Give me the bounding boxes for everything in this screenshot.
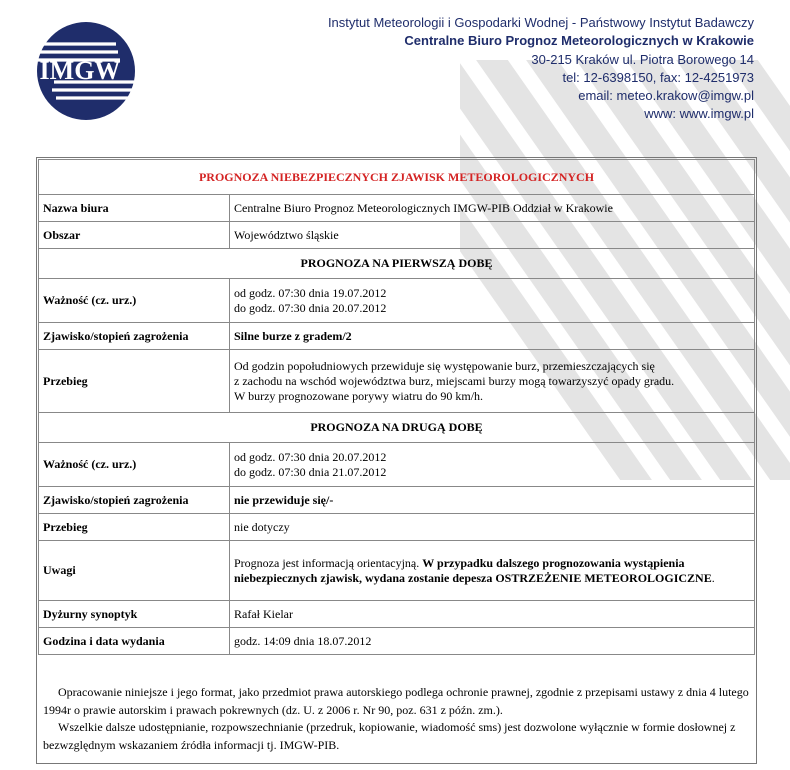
institute-name: Instytut Meteorologii i Gospodarki Wodnej - Państwowy Instytut Badawczy [327,15,754,30]
imgw-logo [36,21,136,121]
day2-heading: PROGNOZA NA DRUGĄ DOBĘ [39,413,755,443]
day1-course-line: Od godzin popołudniowych przewiduje się występowanie burz, przemieszczających się [234,358,655,373]
day2-course-label: Przebieg [39,514,230,541]
day1-validity-value [230,279,755,323]
area-label: Obszar [39,222,230,249]
distribution-paragraph: Wszelkie dalsze udostępnianie, rozpowszechnianie (przedruk, kopiowanie, wiadomość sms) jest dozwolone wyłącznie w formie dosłownej z bezwzględnym wskazaniem źródła informacji tj. IMGW-PIB. [43,720,736,752]
day2-validity-to: do godz. 07:30 dnia 21.07.2012 [234,464,387,479]
copyright-notice [43,684,753,754]
issued-label: Godzina i data wydania [39,628,230,655]
day1-validity-from: od godz. 07:30 dnia 19.07.2012 [234,285,387,300]
office-value: Centralne Biuro Prognoz Meteorologicznych IMGW-PIB Oddział w Krakowie [230,195,755,222]
day1-phenomenon-label: Zjawisko/stopień zagrożenia [39,323,230,350]
day1-course-line: z zachodu na wschód województwa burz, miejscami burzy mogą towarzyszyć opady gradu. [234,373,675,388]
day2-course-value: nie dotyczy [230,514,755,541]
institute-header [234,14,754,124]
day1-course-value [230,350,755,413]
day1-validity-to: do godz. 07:30 dnia 20.07.2012 [234,300,387,315]
website[interactable]: www: www.imgw.pl [644,106,754,122]
svg-text:IMGW: IMGW [39,56,121,85]
forecast-table [38,159,755,655]
copyright-paragraph: Opracowanie niniejsze i jego format, jako przedmiot prawa autorskiego podlega ochronie prawnej, zgodnie z przepisami ustawy z dnia 4 lutego 1994r o prawie autorskim i prawach pokrewnych (dz. U. z 2006 r. Nr 90, poz. 631 z późn. zm.). [43,685,749,717]
issued-value: godz. 14:09 dnia 18.07.2012 [230,628,755,655]
day1-course-label: Przebieg [39,350,230,413]
day2-validity-from: od godz. 07:30 dnia 20.07.2012 [234,449,387,464]
office-name: Centralne Biuro Prognoz Meteorologicznych w Krakowie [404,33,754,49]
day2-validity-label: Ważność (cz. urz.) [39,443,230,487]
day2-validity-value [230,443,755,487]
synoptic-value: Rafał Kielar [230,601,755,628]
day1-course-line: W burzy prognozowane porywy wiatru do 90 km/h. [234,388,484,403]
remarks-value [230,541,755,601]
address: 30-215 Kraków ul. Piotra Borowego 14 [531,51,754,67]
remarks-text-bold: W przypadku dalszego prognozowania wystąpienia niebezpiecznych zjawisk, wydana zostanie depesza OSTRZEŻENIE METEOROLOGICZNE [234,555,712,585]
day1-phenomenon-value: Silne burze z gradem/2 [230,323,755,350]
office-label: Nazwa biura [39,195,230,222]
day1-heading: PROGNOZA NA PIERWSZĄ DOBĘ [39,249,755,279]
remarks-text-end: . [711,570,715,585]
remarks-text-plain: Prognoza jest informacją orientacyjną. [234,555,420,570]
day1-validity-label: Ważność (cz. urz.) [39,279,230,323]
remarks-label: Uwagi [39,541,230,601]
day2-phenomenon-value: nie przewiduje się/- [230,487,755,514]
email[interactable]: email: meteo.krakow@imgw.pl [578,88,754,104]
synoptic-label: Dyżurny synoptyk [39,601,230,628]
forecast-title: PROGNOZA NIEBEZPIECZNYCH ZJAWISK METEOROLOGICZNYCH [39,160,755,195]
day2-phenomenon-label: Zjawisko/stopień zagrożenia [39,487,230,514]
phone-fax: tel: 12-6398150, fax: 12-4251973 [562,69,754,85]
area-value: Województwo śląskie [230,222,755,249]
